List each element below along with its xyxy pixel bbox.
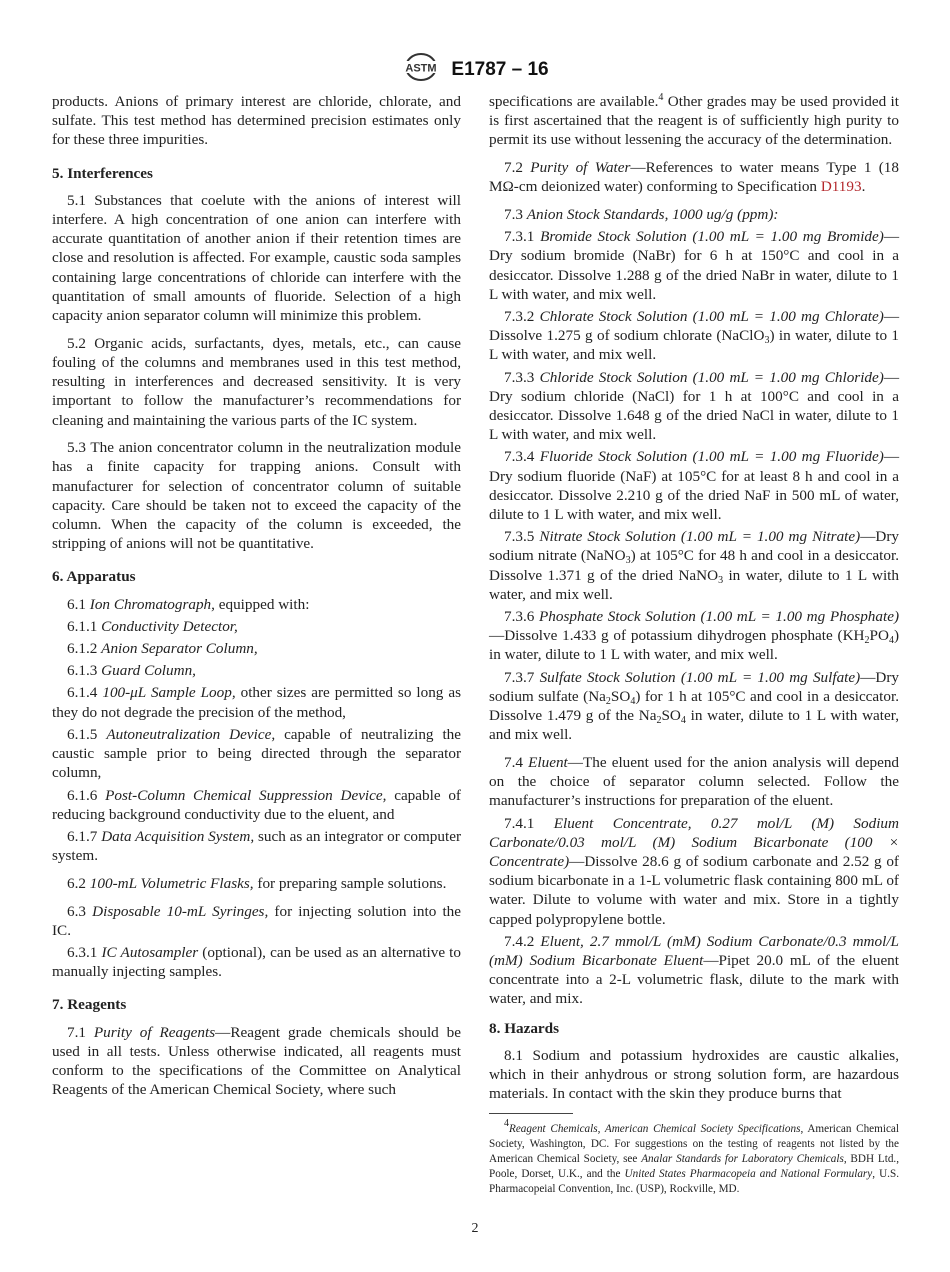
paragraph-7-3-3: 7.3.3 Chloride Stock Solution (1.00 mL = 1.00 mg Chloride)—Dry sodium chloride (NaCl) for 1 h at 100°C and cool in a desiccator. Dissolve 1.648 g of the dried NaCl in water, dilute to 1 L with water, and mix well. [489,368,899,444]
paragraph-7-3-2: 7.3.2 Chlorate Stock Solution (1.00 mL = 1.00 mg Chlorate)—Dissolve 1.275 g of sodium chlorate (NaClO$_3$) in water, dilute to 1 L with water, and mix well. [489,308,900,364]
paragraph-6-1-4: 6.1.4 100-μL Sample Loop, other sizes are permitted so long as they do not degrade the precision of the method, [52,684,462,721]
paragraph-6-1: 6.1 Ion Chromatograph, equipped with: [67,595,310,613]
paragraph-7-1: 7.1 Purity of Reagents—Reagent grade chemicals should be used in all tests. Unless otherwise indicated, all reagents must conform to the specifications of the Committee on Analytical Reagents of the American Chemical Society, where such [52,1023,462,1099]
paragraph-7-4-2: 7.4.2 Eluent, 2.7 mmol/L (mM) Sodium Carbonate/0.3 mmol/L (mM) Sodium Bicarbonate Eluent—Pipet 20.0 mL of the eluent concentrate into a 2-L volumetric flask, dilute to the mark with water, and mix. [489,932,900,1008]
d1193-link[interactable]: D1193 [820,178,862,196]
paragraph-7-1-continued: specifications are available.$^4$ Other grades may be used provided it is first ascertained that the reagent is of sufficiently high purity to permit its use without lessening the accuracy of the determination. [489,92,899,149]
paragraph-6-1-3: 6.1.3 Guard Column, [67,662,196,680]
paragraph-6-3: 6.3 Disposable 10-mL Syringes, for injecting solution into the IC. [52,902,461,939]
paragraph-5-3: 5.3 The anion concentrator column in the neutralization module has a finite capacity for trapping anions. Consult with manufacturer for selection of concentrator column of suitable capacity. Care should be taken not to exceed the capacity of the column. When the capacity of the column is exceeded, the stripping of anions will not be quantitative. [52,439,461,553]
section-6-heading: 6. Apparatus [52,568,136,586]
astm-logo-icon [401,52,441,87]
paragraph-7-3-1: 7.3.1 Bromide Stock Solution (1.00 mL = 1.00 mg Bromide)—Dry sodium bromide (NaBr) for 6 h at 150°C and cool in a desiccator. Dissolve 1.288 g of the dried NaBr in water, dilute to 1 L with water, and mix well. [489,228,900,303]
paragraph-6-2: 6.2 100-mL Volumetric Flasks, for preparing sample solutions. [67,874,447,892]
svg-text:ASTM: ASTM [405,62,437,75]
paragraph-7-3: 7.3 Anion Stock Standards, 1000 ug/g (ppm): [504,206,779,224]
page-number: 2 [471,1221,479,1236]
paragraph-6-1-5: 6.1.5 Autoneutralization Device, capable of neutralizing the caustic sample prior to being directed through the separator column, [52,725,461,782]
paragraph-7-3-5: 7.3.5 Nitrate Stock Solution (1.00 mL = 1.00 mg Nitrate)—Dry sodium nitrate (NaNO$_3$) at 105°C for 48 h and cool in a desiccator. Dissolve 1.371 g of the dried NaNO$_3$ in water, dilute to 1 L with water, and mix well. [489,528,900,603]
right-column [489,92,899,1196]
paragraph-6-1-1: 6.1.1 Conductivity Detector, [67,617,238,635]
intro-paragraph: products. Anions of primary interest are chloride, chlorate, and sulfate. This test method has determined precision estimates only for these three impurities. [52,93,461,149]
paragraph-5-2: 5.2 Organic acids, surfactants, dyes, metals, etc., can cause fouling of the columns and membranes used in this test method, resulting in interferences and decreased sensitivity. It is very important to follow the manufacturer’s recommendations for cleaning and maintaining the various parts of the IC system. [52,334,461,429]
paragraph-6-1-2: 6.1.2 Anion Separator Column, [67,640,258,658]
left-column [52,92,461,1108]
document-designation: E1787 – 16 [451,58,549,80]
paragraph-6-1-6: 6.1.6 Post-Column Chemical Suppression Device, capable of reducing background conductivity due to the eluent, and [52,786,461,823]
section-8-heading: 8. Hazards [489,1019,560,1037]
paragraph-6-3-1: 6.3.1 IC Autosampler (optional), can be used as an alternative to manually injecting samples. [52,943,461,981]
paragraph-7-3-4: 7.3.4 Fluoride Stock Solution (1.00 mL = 1.00 mg Fluoride)—Dry sodium fluoride (NaF) at 105°C for at least 8 h and cool in a desiccator. Dissolve 2.210 g of the dried NaF in 500 mL of water, dilute to 1 L with water, and mix well. [489,448,900,524]
paragraph-7-3-7: 7.3.7 Sulfate Stock Solution (1.00 mL = 1.00 mg Sulfate)—Dry sodium sulfate $(Na_2SO_4)$ for 1 h at 105°C and cool in a desiccator. Dissolve 1.479 g of the $Na_2SO_4$ in water, dilute to 1 L with water, and mix well. [489,668,900,744]
section-5-heading: 5. Interferences [52,164,153,182]
footnote-4: $^4$Reagent Chemicals, American Chemical Society Specifications, American Chemical Society, Washington, DC. For suggestions on the testing of reagents not listed by the American Chemical Society, see Analar Standards for Laboratory Chemicals, BDH Ltd., Poole, Dorset, U.K., and the United States Pharmacopeia and National Formulary, U.S. Pharmacopeial Convention, Inc. (USP), Rockville, MD. [489,1118,900,1195]
footnote-ref-4[interactable]: 4 [658,92,664,103]
paragraph-7-2: 7.2 Purity of Water—References to water means Type 1 (18 MΩ-cm deionized water) conforming to Specification D1193. [489,159,899,196]
page-header [0,52,950,88]
paragraph-6-1-7: 6.1.7 Data Acquisition System, such as an integrator or computer system. [52,827,461,865]
footnote-divider [489,1113,573,1114]
paragraph-7-4-1: 7.4.1 Eluent Concentrate, 0.27 mol/L (M) Sodium Carbonate/0.03 mol/L (M) Sodium Bicarbonate (100 × Concentrate)—Dissolve 28.6 g of sodium carbonate and 2.52 g of sodium bicarbonate in a 1-L volumetric flask containing 800 mL of water. Dilute to volume with water and mix. Store in a tightly capped polypropylene bottle. [489,814,899,928]
paragraph-7-3-6: 7.3.6 Phosphate Stock Solution (1.00 mL = 1.00 mg Phosphate)—Dissolve 1.433 g of potassium dihydrogen phosphate $(KH_2PO_4)$ in water, dilute to 1 L with water, and mix well. [489,608,900,664]
section-7-heading: 7. Reagents [52,996,127,1014]
paragraph-7-4: 7.4 Eluent—The eluent used for the anion analysis will depend on the choice of separator column selected. Follow the manufacturer’s instructions for preparation of the eluent. [489,754,900,810]
paragraph-8-1: 8.1 Sodium and potassium hydroxides are caustic alkalies, which in their anhydrous or strong solution form, are hazardous materials. In contact with the skin they produce burns that [489,1046,899,1103]
paragraph-5-1: 5.1 Substances that coelute with the anions of interest will interfere. A high concentration of one anion can interfere with accurate quantitation of another anion if their retention times are close and resolution is affected. For example, caustic soda samples containing large concentrations of chloride can interfere with the quantitation of small amounts of fluoride. Selection of a high capacity anion separator column will minimize this problem. [52,191,461,325]
